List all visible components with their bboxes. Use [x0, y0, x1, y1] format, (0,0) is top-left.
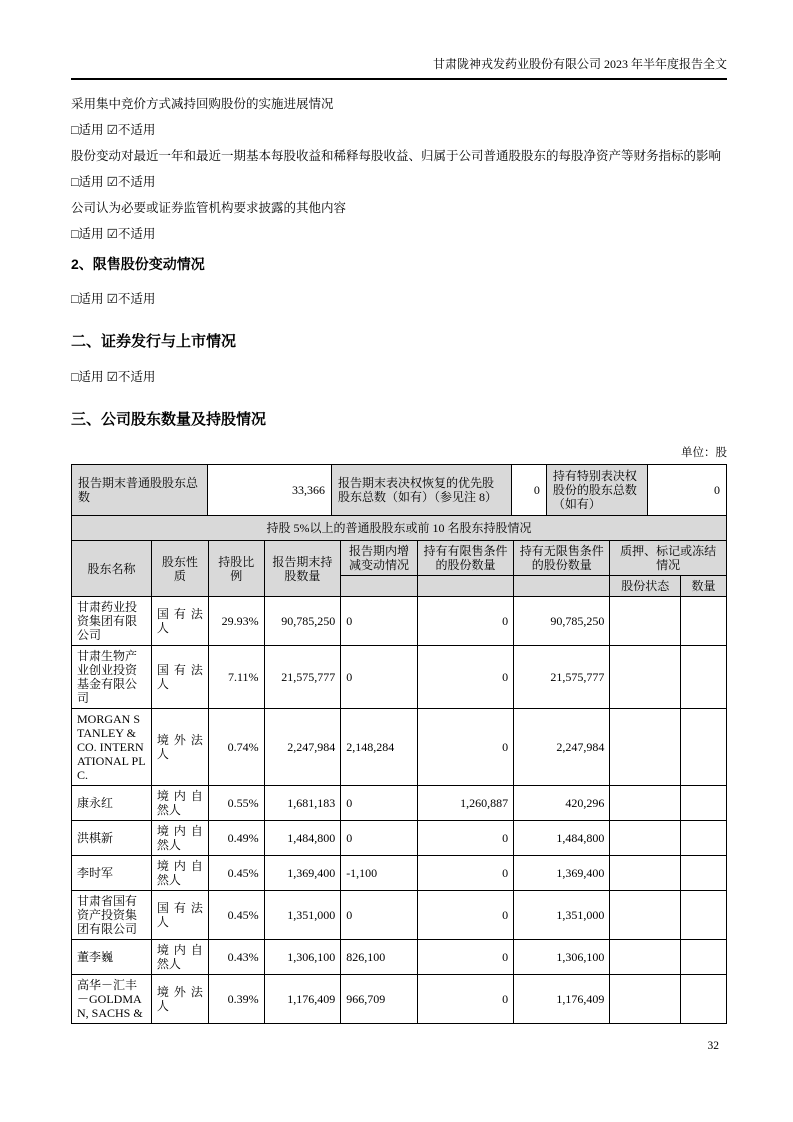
col-header-shareholder-nature: 股东性质: [151, 541, 208, 597]
preferred-shareholders-label: 报告期末表决权恢复的优先股股东总数（如有）（参见注 8）: [332, 465, 512, 516]
cell-change: 966,709: [341, 975, 418, 1024]
cell-change: 0: [341, 646, 418, 709]
cell-restricted: 1,260,887: [417, 786, 513, 821]
cell-ratio: 0.45%: [208, 856, 264, 891]
cell-shares-end: 90,785,250: [264, 597, 341, 646]
cell-unrestricted: 1,176,409: [514, 975, 610, 1024]
heading-restricted-shares: 2、限售股份变动情况: [71, 256, 205, 272]
cell-restricted: 0: [417, 856, 513, 891]
checkline-restricted: □适用 ☑不适用: [71, 292, 156, 306]
cell-pledge-qty: [681, 709, 727, 786]
cell-name: 洪棋新: [72, 821, 152, 856]
heading-shareholder-count: 三、公司股东数量及持股情况: [71, 411, 267, 428]
cell-pledge-qty: [681, 786, 727, 821]
cell-pledge-status: [610, 709, 681, 786]
col-header-unrestricted-shares: 持有无限售条件的股份数量: [514, 541, 610, 576]
summary-row: [72, 465, 727, 516]
shareholder-row-6: [72, 856, 727, 891]
cell-name: 董李巍: [72, 940, 152, 975]
col-header-pledge: 质押、标记或冻结情况: [610, 541, 727, 576]
cell-nature: 国有法人: [151, 597, 208, 646]
col-header-holding-ratio: 持股比例: [208, 541, 264, 597]
table-header-row-1: [72, 541, 727, 576]
col-header-pledge-status: 股份状态: [610, 576, 681, 597]
cell-shares-end: 1,484,800: [264, 821, 341, 856]
cell-change: 0: [341, 821, 418, 856]
cell-pledge-status: [610, 646, 681, 709]
cell-change: 0: [341, 786, 418, 821]
cell-nature: 境外法人: [151, 709, 208, 786]
table-band-row: [72, 516, 727, 541]
top-shareholders-table: [71, 515, 727, 1024]
cell-change: -1,100: [341, 856, 418, 891]
cell-nature: 境外法人: [151, 975, 208, 1024]
cell-pledge-status: [610, 821, 681, 856]
cell-change: 2,148,284: [341, 709, 418, 786]
checkline-securities: □适用 ☑不适用: [71, 370, 156, 384]
cell-ratio: 0.45%: [208, 891, 264, 940]
cell-shares-end: 2,247,984: [264, 709, 341, 786]
cell-pledge-qty: [681, 597, 727, 646]
paragraph-share-change-impact: 股份变动对最近一年和最近一期基本每股收益和稀释每股收益、归属于公司普通股股东的每股净资产等财务指标的影响: [71, 149, 722, 163]
shareholder-row-4: [72, 786, 727, 821]
heading-securities-issuance: 二、证券发行与上市情况: [71, 333, 237, 350]
col-header-change-sub-empty: [341, 576, 418, 597]
shareholder-summary-table: [71, 464, 727, 516]
shareholder-row-8: [72, 940, 727, 975]
cell-nature: 境内自然人: [151, 821, 208, 856]
cell-pledge-qty: [681, 646, 727, 709]
page-number: 32: [707, 1040, 719, 1052]
checkline-buyback: □适用 ☑不适用: [71, 123, 156, 137]
cell-name: 甘肃生物产业创业投资基金有限公司: [72, 646, 152, 709]
cell-restricted: 0: [417, 646, 513, 709]
cell-pledge-qty: [681, 856, 727, 891]
cell-unrestricted: 2,247,984: [514, 709, 610, 786]
cell-ratio: 0.74%: [208, 709, 264, 786]
cell-pledge-status: [610, 975, 681, 1024]
cell-change: 0: [341, 597, 418, 646]
cell-unrestricted: 1,306,100: [514, 940, 610, 975]
cell-name: 康永红: [72, 786, 152, 821]
table-band-title: 持股 5%以上的普通股股东或前 10 名股东持股情况: [72, 516, 727, 541]
cell-unrestricted: 1,351,000: [514, 891, 610, 940]
cell-name: 甘肃省国有资产投资集团有限公司: [72, 891, 152, 940]
cell-unrestricted: 1,369,400: [514, 856, 610, 891]
col-header-unrestricted-sub-empty: [514, 576, 610, 597]
ordinary-shareholders-label: 报告期末普通股股东总数: [72, 465, 208, 516]
cell-ratio: 0.55%: [208, 786, 264, 821]
special-voting-shareholders-label: 持有特别表决权股份的股东总数（如有）: [546, 465, 648, 516]
cell-ratio: 0.49%: [208, 821, 264, 856]
cell-name: 高华－汇丰－GOLDMAN, SACHS &: [72, 975, 152, 1024]
cell-pledge-status: [610, 786, 681, 821]
cell-change: 0: [341, 891, 418, 940]
cell-shares-end: 1,176,409: [264, 975, 341, 1024]
col-header-shareholder-name: 股东名称: [72, 541, 152, 597]
shareholder-row-5: [72, 821, 727, 856]
shareholder-row-2: [72, 646, 727, 709]
cell-pledge-status: [610, 891, 681, 940]
cell-ratio: 29.93%: [208, 597, 264, 646]
col-header-restricted-sub-empty: [417, 576, 513, 597]
paragraph-other-disclosure: 公司认为必要或证券监管机构要求披露的其他内容: [71, 201, 347, 215]
cell-pledge-status: [610, 856, 681, 891]
cell-nature: 国有法人: [151, 646, 208, 709]
cell-restricted: 0: [417, 821, 513, 856]
cell-ratio: 0.43%: [208, 940, 264, 975]
cell-name: MORGAN STANLEY & CO. INTERNATIONAL PLC.: [72, 709, 152, 786]
cell-pledge-qty: [681, 821, 727, 856]
cell-unrestricted: 420,296: [514, 786, 610, 821]
unit-label: 单位：股: [681, 447, 727, 459]
checkline-other: □适用 ☑不适用: [71, 227, 156, 241]
special-voting-shareholders-value: 0: [648, 465, 727, 516]
shareholder-row-9: [72, 975, 727, 1024]
cell-nature: 境内自然人: [151, 786, 208, 821]
col-header-period-change: 报告期内增减变动情况: [341, 541, 418, 576]
checkline-impact: □适用 ☑不适用: [71, 175, 156, 189]
cell-unrestricted: 1,484,800: [514, 821, 610, 856]
col-header-pledge-qty: 数量: [681, 576, 727, 597]
cell-pledge-status: [610, 597, 681, 646]
cell-shares-end: 1,306,100: [264, 940, 341, 975]
col-header-restricted-shares: 持有有限售条件的股份数量: [417, 541, 513, 576]
cell-pledge-qty: [681, 891, 727, 940]
cell-restricted: 0: [417, 891, 513, 940]
paragraph-buyback-progress: 采用集中竞价方式减持回购股份的实施进展情况: [71, 97, 334, 111]
document-header-title: 甘肃陇神戎发药业股份有限公司 2023 年半年度报告全文: [432, 57, 727, 71]
ordinary-shareholders-value: 33,366: [207, 465, 331, 516]
cell-nature: 境内自然人: [151, 856, 208, 891]
cell-name: 李时军: [72, 856, 152, 891]
preferred-shareholders-value: 0: [512, 465, 547, 516]
cell-unrestricted: 21,575,777: [514, 646, 610, 709]
shareholder-row-7: [72, 891, 727, 940]
shareholder-row-3: [72, 709, 727, 786]
shareholder-row-1: [72, 597, 727, 646]
cell-shares-end: 21,575,777: [264, 646, 341, 709]
cell-restricted: 0: [417, 940, 513, 975]
cell-unrestricted: 90,785,250: [514, 597, 610, 646]
cell-ratio: 7.11%: [208, 646, 264, 709]
cell-restricted: 0: [417, 975, 513, 1024]
cell-ratio: 0.39%: [208, 975, 264, 1024]
cell-nature: 国有法人: [151, 891, 208, 940]
cell-shares-end: 1,369,400: [264, 856, 341, 891]
cell-shares-end: 1,681,183: [264, 786, 341, 821]
cell-pledge-qty: [681, 940, 727, 975]
cell-restricted: 0: [417, 597, 513, 646]
cell-pledge-qty: [681, 975, 727, 1024]
cell-change: 826,100: [341, 940, 418, 975]
cell-pledge-status: [610, 940, 681, 975]
document-header: [71, 56, 727, 80]
col-header-shares-end: 报告期末持股数量: [264, 541, 341, 597]
cell-shares-end: 1,351,000: [264, 891, 341, 940]
cell-nature: 境内自然人: [151, 940, 208, 975]
cell-name: 甘肃药业投资集团有限公司: [72, 597, 152, 646]
cell-restricted: 0: [417, 709, 513, 786]
